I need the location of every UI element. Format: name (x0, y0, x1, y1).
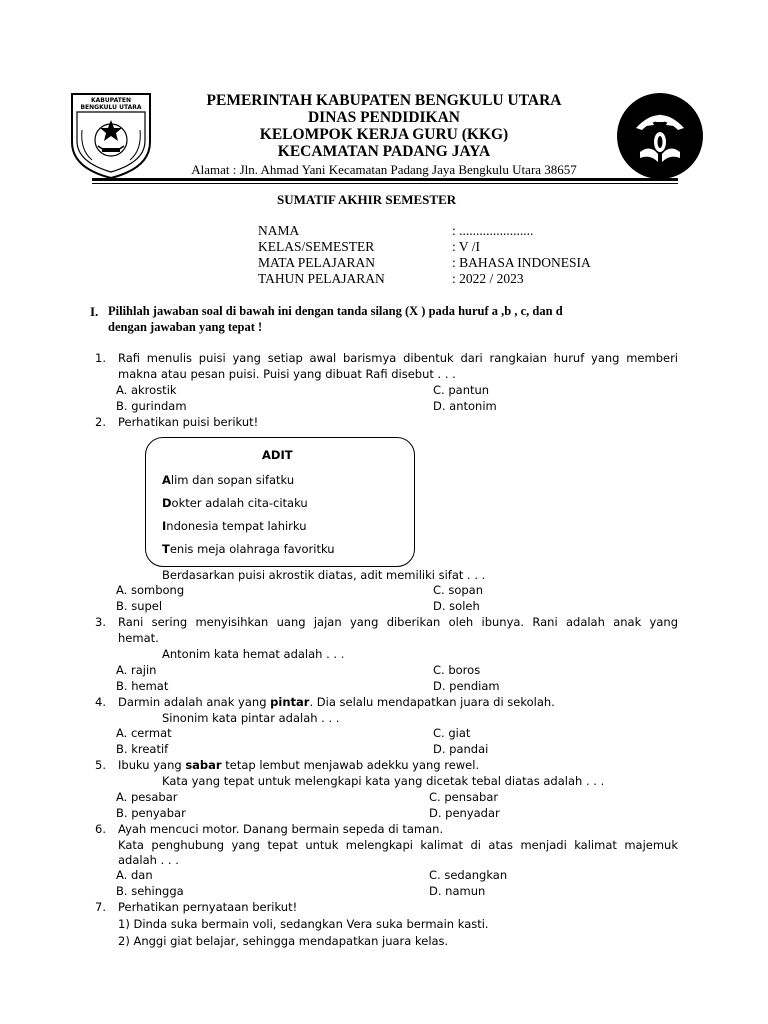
q3-option-b: B. hemat (116, 679, 169, 693)
q6-number: 6. (95, 822, 106, 836)
q4-option-b: B. kreatif (116, 742, 169, 756)
q5-text-line-1: Ibuku yang sabar tetap lembut menjawab adekku yang rewel. (118, 758, 480, 772)
q6-option-c: C. sedangkan (429, 868, 508, 882)
q4-prompt: Sinonim kata pintar adalah . . . (162, 711, 340, 725)
q5-option-b: B. penyabar (116, 806, 186, 820)
identity-label-kelas: KELAS/SEMESTER (258, 239, 375, 254)
header-rule-thin (92, 183, 678, 184)
poem-line-2: Dokter adalah cita-citaku (162, 496, 308, 510)
q1-option-a: A. akrostik (116, 383, 177, 397)
identity-value-kelas: : V /I (452, 239, 481, 254)
section-number: I. (90, 304, 99, 319)
q3-prompt: Antonim kata hemat adalah . . . (162, 647, 345, 661)
q1-option-d: D. antonim (433, 399, 497, 413)
q1-text-line-2: makna atau pesan puisi. Puisi yang dibuat Rafi disebut . . . (118, 367, 456, 381)
poem-title: ADIT (262, 448, 293, 462)
header-rule-thick (92, 178, 678, 181)
q7-statement-2: 2) Anggi giat belajar, sehingga mendapatkan juara kelas. (118, 934, 449, 948)
poem-line-1: Alim dan sopan sifatku (162, 473, 295, 487)
q3-option-c: C. boros (433, 663, 481, 677)
q4-option-a: A. cermat (116, 726, 172, 740)
poem-line-3: Indonesia tempat lahirku (162, 519, 307, 533)
q1-option-c: C. pantun (433, 383, 490, 397)
header-address: Alamat : Jln. Ahmad Yani Kecamatan Padang Jaya Bengkulu Utara 38657 (191, 162, 577, 177)
identity-value-mapel: : BAHASA INDONESIA (452, 255, 591, 270)
q4-option-d: D. pandai (433, 742, 489, 756)
q7-statement-1: 1) Dinda suka bermain voli, sedangkan Vera suka bermain kasti. (118, 917, 489, 931)
header-line-3: KELOMPOK KERJA GURU (KKG) (259, 126, 509, 143)
q3-number: 3. (95, 615, 106, 629)
q4-text-line-1: Darmin adalah anak yang pintar. Dia selalu mendapatkan juara di sekolah. (118, 695, 555, 709)
q3-text-line-1: Rani sering menyisihkan uang jajan yang diberikan oleh ibunya. Rani adalah anak yang (118, 615, 678, 629)
header-line-4: KECAMATAN PADANG JAYA (277, 143, 491, 160)
q6-option-a: A. dan (116, 868, 153, 882)
q5-bold-word: sabar (185, 758, 222, 772)
q7-number: 7. (95, 900, 106, 914)
q2-option-c: C. sopan (433, 583, 484, 597)
q6-text-line-1: Ayah mencuci motor. Danang bermain sepeda di taman. (118, 822, 444, 836)
q1-number: 1. (95, 351, 106, 365)
q5-number: 5. (95, 758, 106, 772)
logo-text-bengkulu-utara: BENGKULU UTARA (80, 104, 142, 111)
section-instruction-line-2: dengan jawaban yang tepat ! (108, 320, 263, 334)
q2-number: 2. (95, 415, 106, 429)
q5-prompt: Kata yang tepat untuk melengkapi kata yang dicetak tebal diatas adalah . . . (162, 774, 605, 788)
q2-text-line-1: Perhatikan puisi berikut! (118, 415, 259, 429)
identity-value-nama: : ...................... (452, 223, 534, 238)
identity-label-tahun: TAHUN PELAJARAN (258, 271, 385, 286)
q6-text-line-3: adalah . . . (118, 853, 179, 867)
q1-option-b: B. gurindam (116, 399, 187, 413)
q4-number: 4. (95, 695, 106, 709)
q4-option-c: C. giat (433, 726, 471, 740)
identity-label-mapel: MATA PELAJARAN (258, 255, 376, 270)
header-line-1: PEMERINTAH KABUPATEN BENGKULU UTARA (206, 92, 562, 109)
poem-line-4: Tenis meja olahraga favoritku (162, 542, 335, 556)
q2-option-b: B. supel (116, 599, 163, 613)
q3-text-line-2: hemat. (118, 631, 159, 645)
logo-text-kabupaten: KABUPATEN (91, 97, 131, 104)
q6-option-b: B. sehingga (116, 884, 184, 898)
q5-option-c: C. pensabar (429, 790, 499, 804)
q1-text-line-1: Rafi menulis puisi yang setiap awal barismya dibentuk dari rangkaian huruf yang memberi (118, 351, 678, 365)
q3-option-a: A. rajin (116, 663, 157, 677)
q4-bold-word: pintar (270, 695, 310, 709)
q2-option-d: D. soleh (433, 599, 480, 613)
q2-prompt: Berdasarkan puisi akrostik diatas, adit memiliki sifat . . . (162, 568, 486, 582)
identity-value-tahun: : 2022 / 2023 (452, 271, 524, 286)
header-line-2: DINAS PENDIDIKAN (307, 109, 460, 126)
q6-option-d: D. namun (429, 884, 486, 898)
q2-option-a: A. sombong (116, 583, 185, 597)
q7-text-line-1: Perhatikan pernyataan berikut! (118, 900, 298, 914)
q3-option-d: D. pendiam (433, 679, 500, 693)
q6-text-line-2: Kata penghubung yang tepat untuk melengkapi kalimat di atas menjadi kalimat majemuk (118, 838, 678, 852)
identity-label-nama: NAMA (258, 223, 300, 238)
q5-option-d: D. penyadar (429, 806, 500, 820)
section-instruction-line-1: Pilihlah jawaban soal di bawah ini dengan tanda silang (X ) pada huruf a ,b , c, dan d (108, 304, 563, 318)
q5-option-a: A. pesabar (116, 790, 178, 804)
document-title: SUMATIF AKHIR SEMESTER (277, 192, 457, 207)
